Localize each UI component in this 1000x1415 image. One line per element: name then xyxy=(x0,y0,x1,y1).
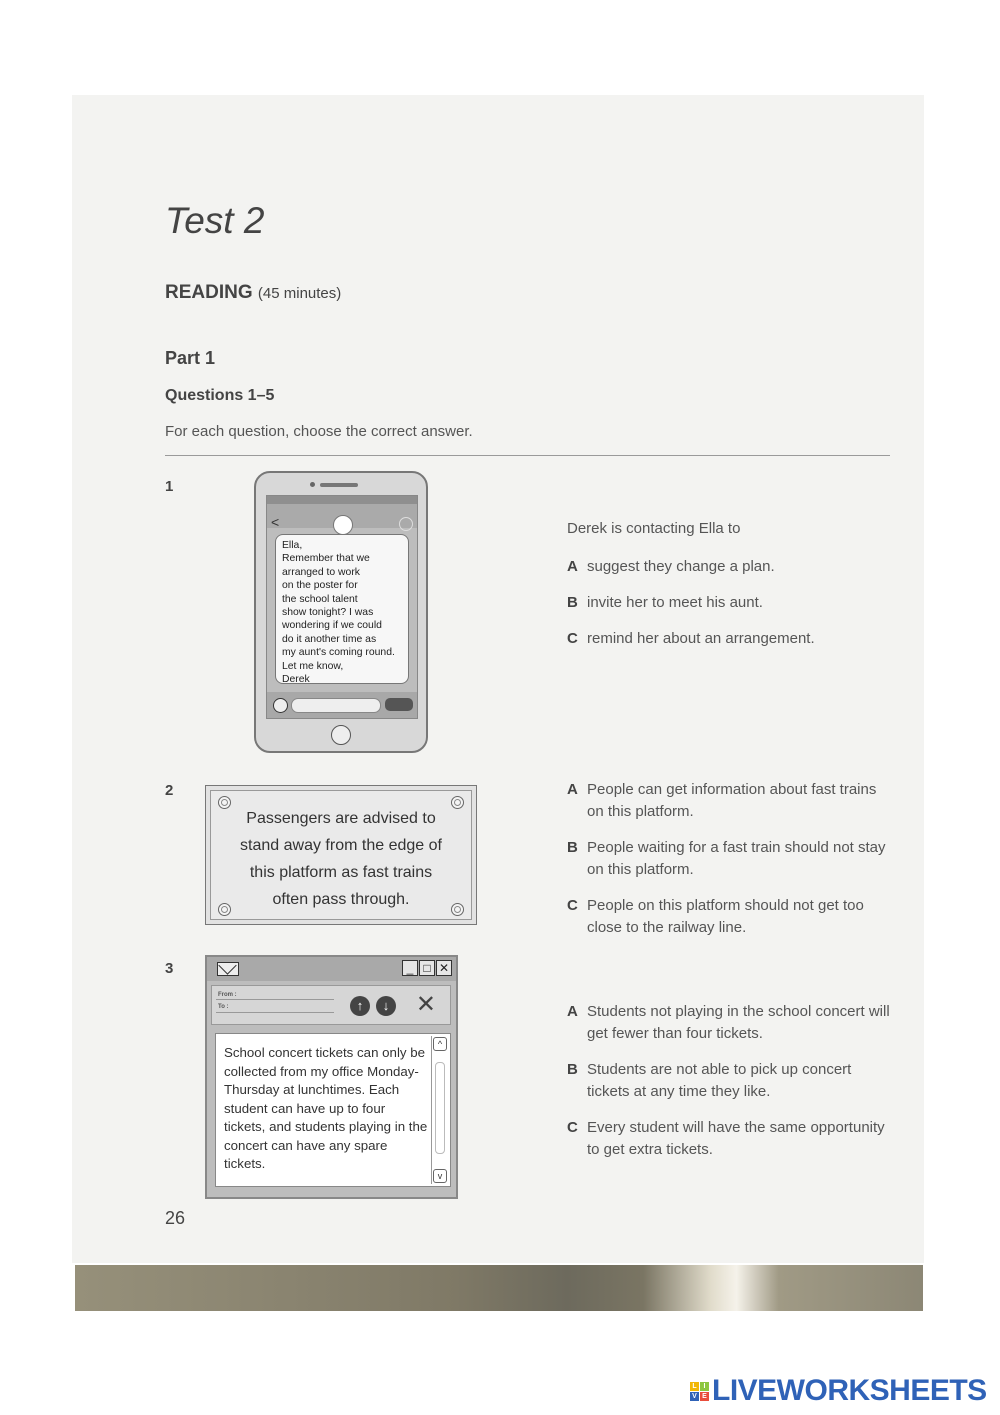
back-arrow-icon: < xyxy=(271,514,280,530)
home-button-icon xyxy=(331,725,351,745)
window-controls xyxy=(402,960,452,976)
q1-stem: Derek is contacting Ella to xyxy=(567,520,741,537)
phone-top-bar xyxy=(267,504,417,528)
header-line xyxy=(216,999,334,1000)
option-3b[interactable]: B Students are not able to pick up concert tickets at any time they like. xyxy=(567,1061,852,1100)
screw-icon xyxy=(451,796,464,809)
questions-range: Questions 1–5 xyxy=(165,387,275,404)
header-line xyxy=(216,1012,334,1013)
arrow-down-icon: ↓ xyxy=(376,996,396,1016)
camera-icon xyxy=(273,698,288,713)
section-heading xyxy=(165,282,341,304)
phone-screen xyxy=(266,495,418,719)
message-field xyxy=(291,698,381,713)
option-3c[interactable]: C Every student will have the same opportunity to get extra tickets. xyxy=(567,1119,885,1158)
section-duration: (45 minutes) xyxy=(257,285,342,302)
liveworksheets-watermark xyxy=(690,1374,987,1408)
email-header xyxy=(211,985,451,1025)
envelope-icon xyxy=(217,962,239,976)
liveworksheets-logo-icon: L I V E xyxy=(690,1382,709,1401)
option-1c[interactable]: C remind her about an arrangement. xyxy=(567,630,815,647)
footer-banner xyxy=(75,1265,923,1311)
maximize-icon: □ xyxy=(419,960,435,976)
phone-illustration xyxy=(254,471,428,753)
message-input-bar xyxy=(267,692,417,718)
email-title-bar xyxy=(207,957,456,981)
scroll-down-icon: v xyxy=(433,1169,447,1183)
option-1a[interactable]: A suggest they change a plan. xyxy=(567,558,775,575)
sign-text: Passengers are advised to stand away from the edge of this platform as fast trains often pass through. xyxy=(240,810,442,908)
part-heading: Part 1 xyxy=(165,348,216,368)
option-1b[interactable]: B invite her to meet his aunt. xyxy=(567,594,763,611)
screw-icon xyxy=(218,796,231,809)
email-window xyxy=(205,955,458,1199)
send-button-icon xyxy=(385,698,413,711)
phone-status-bar xyxy=(267,496,417,504)
test-title: Test 2 xyxy=(165,200,265,241)
phone-camera xyxy=(310,482,315,487)
question-number-2: 2 xyxy=(165,782,174,799)
platform-sign xyxy=(205,785,477,925)
q3-options xyxy=(567,1001,897,1175)
option-3a[interactable]: A Students not playing in the school concert will get fewer than four tickets. xyxy=(567,1003,890,1042)
option-2a[interactable]: A People can get information about fast trains on this platform. xyxy=(567,781,877,820)
phone-speaker xyxy=(320,483,358,487)
email-text: School concert tickets can only be collected from my office Monday-Thursday at lunchtimes. Each student can have up to four tickets, and students playing in the concert can have any spare tickets. xyxy=(224,1045,428,1171)
from-label: From : xyxy=(218,992,237,998)
email-body xyxy=(215,1033,451,1187)
sign-panel xyxy=(210,790,472,920)
scroll-up-icon: ^ xyxy=(433,1037,447,1051)
close-icon: ✕ xyxy=(436,960,452,976)
scrollbar xyxy=(431,1036,448,1184)
scroll-thumb xyxy=(435,1062,445,1154)
email-address-labels xyxy=(218,989,237,1013)
instruction: For each question, choose the correct answer. xyxy=(165,423,473,440)
liveworksheets-wordmark: LIVEWORKSHEETS xyxy=(712,1374,987,1407)
page-number: 26 xyxy=(165,1208,186,1228)
screw-icon xyxy=(451,903,464,916)
minimize-icon: _ xyxy=(402,960,418,976)
screw-icon xyxy=(218,903,231,916)
option-2b[interactable]: B People waiting for a fast train should not stay on this platform. xyxy=(567,839,886,878)
q1-options xyxy=(567,518,897,664)
divider xyxy=(165,455,890,456)
arrow-up-icon: ↑ xyxy=(350,996,370,1016)
profile-icon xyxy=(399,517,413,531)
to-label: To : xyxy=(218,1004,229,1010)
q2-options xyxy=(567,779,897,953)
question-number-1: 1 xyxy=(165,478,174,495)
question-number-3: 3 xyxy=(165,960,174,977)
contact-avatar xyxy=(333,515,353,535)
delete-icon: ✕ xyxy=(415,991,436,1018)
option-2c[interactable]: C People on this platform should not get too close to the railway line. xyxy=(567,897,864,936)
section-label: READING xyxy=(165,282,253,303)
text-message: Ella, Remember that we arranged to work on the poster for the school talent show tonight? I was wondering if we could do it another time as my aunt's coming round. Let me know, Derek xyxy=(275,534,409,684)
